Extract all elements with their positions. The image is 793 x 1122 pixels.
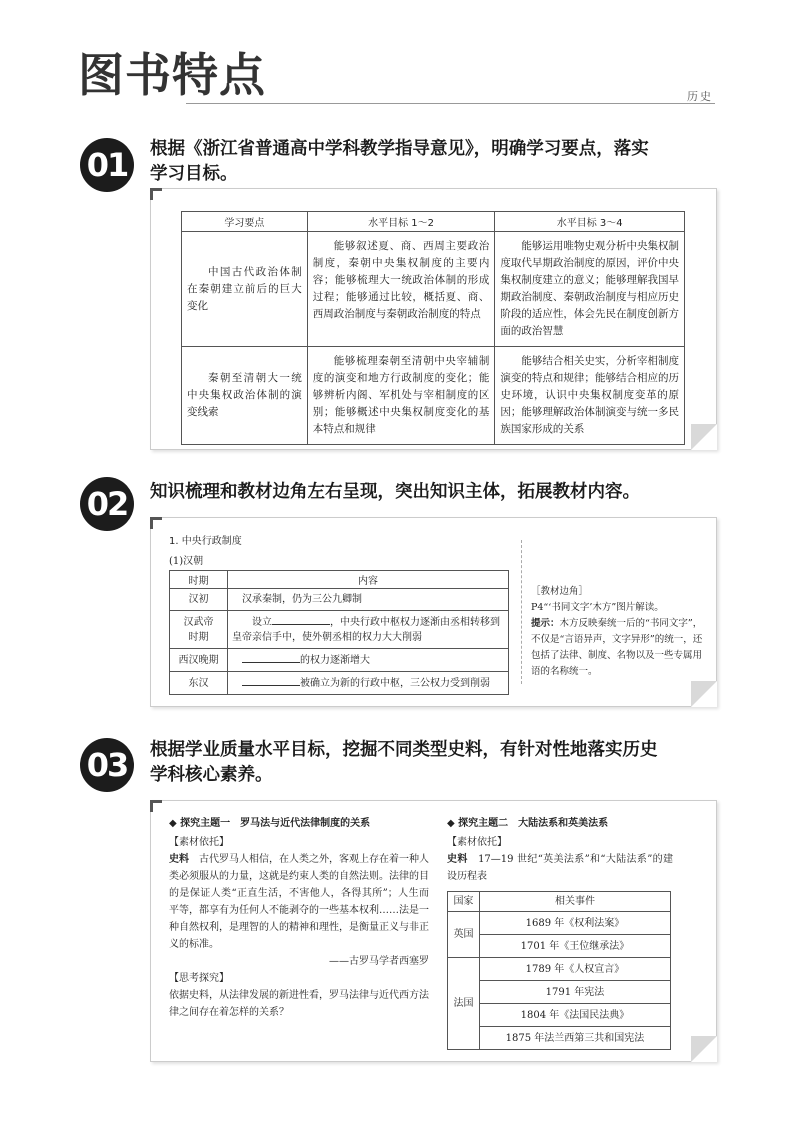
outline-heading: 1. 中央行政制度	[169, 536, 242, 547]
material-tag: 【素材依托】	[447, 837, 507, 848]
event-cell: 1791 年宪法	[480, 981, 671, 1004]
country-cell: 法国	[448, 958, 480, 1050]
header-cell: 水平目标 1～2	[307, 212, 495, 232]
level12-cell: 能够梳理秦朝至清朝中央宰辅制度的演变和地方行政制度的变化；能够辨析内阁、军机处与宰相制度的区别；能够概述中央集权制度变化的基本特点和规律	[307, 347, 495, 445]
fill-blank[interactable]	[272, 614, 330, 625]
point-cell: 秦朝至清朝大一统中央集权政治体制的演变线索	[182, 347, 308, 445]
topic-title: ◆ 探究主题二 大陆法系和英美法系	[447, 818, 609, 829]
event-cell: 1804 年《法国民法典》	[480, 1004, 671, 1027]
period-cell: 汉初	[170, 589, 228, 611]
table-row	[448, 1027, 671, 1050]
legal-systems-table	[447, 891, 671, 1050]
point-cell: 中国古代政治体制在秦朝建立前后的巨大变化	[182, 232, 308, 347]
question-text: 依据史料，从法律发展的新进性看，罗马法律与近代西方法律之间存在着怎样的关系？	[169, 990, 429, 1018]
topic-one	[169, 815, 429, 1021]
event-cell: 1689 年《权利法案》	[480, 912, 671, 935]
section2-title: 知识梳理和教材边角左右呈现，突出知识主体，拓展教材内容。	[150, 482, 640, 502]
learning-goals-table	[181, 211, 685, 445]
level12-cell: 能够叙述夏、商、西周主要政治制度，秦朝中央集权制度的主要内容；能够梳理大一统政治体制的形成过程；能够通过比较，概括夏、商、西周政治制度与秦朝政治制度的特点	[307, 232, 495, 347]
table-row	[448, 958, 671, 981]
subject-label: 历史	[687, 90, 713, 103]
table-header-row	[170, 571, 509, 589]
content-cell: 被确立为新的行政中枢，三公权力受到削弱	[228, 672, 509, 695]
table-row	[448, 935, 671, 958]
header-cell: 相关事件	[480, 892, 671, 912]
section1-card	[150, 188, 717, 450]
knowledge-outline	[169, 532, 514, 695]
country-cell: 英国	[448, 912, 480, 958]
textbook-corner	[531, 584, 703, 680]
material-tag: 【素材依托】	[169, 837, 229, 848]
header-cell: 时期	[170, 571, 228, 589]
table-row	[448, 981, 671, 1004]
header-divider	[186, 103, 715, 104]
corner-label: ［教材边角］	[531, 586, 589, 597]
section-badge-03: 03	[80, 738, 134, 792]
think-tag: 【思考探究】	[169, 973, 229, 984]
folded-corner	[691, 424, 717, 450]
header-cell: 内容	[228, 571, 509, 589]
table-row	[182, 232, 685, 347]
table-header-row	[448, 892, 671, 912]
header-cell: 水平目标 3～4	[495, 212, 685, 232]
period-cell: 西汉晚期	[170, 649, 228, 672]
topic-title: ◆ 探究主题一 罗马法与近代法律制度的关系	[169, 818, 371, 829]
level34-cell: 能够结合相关史实，分析宰相制度演变的特点和规律；能够结合相应的历史环境，认识中央集权制度变革的原因；能够理解政治体制演变与统一多民族国家形成的关系	[495, 347, 685, 445]
card-bracket	[150, 517, 162, 529]
card-bracket	[150, 188, 162, 200]
table-row	[170, 649, 509, 672]
period-cell: 东汉	[170, 672, 228, 695]
content-cell: 的权力逐渐增大	[228, 649, 509, 672]
event-cell: 1789 年《人权宣言》	[480, 958, 671, 981]
section2-card	[150, 517, 717, 707]
event-cell: 1875 年法兰西第三共和国宪法	[480, 1027, 671, 1050]
section1-title: 根据《浙江省普通高中学科教学指导意见》，明确学习要点，落实 学习目标。	[150, 139, 649, 184]
section-badge-02: 02	[80, 477, 134, 531]
topic-two	[447, 815, 673, 1050]
period-cell: 汉武帝时期	[170, 611, 228, 649]
content-cell: 设立 ，中央行政中枢权力逐渐由丞相转移到皇帝亲信手中，使外朝丞相的权力大大削弱	[228, 611, 509, 649]
table-header-row	[182, 212, 685, 232]
table-row	[182, 347, 685, 445]
table-row	[170, 611, 509, 649]
table-row	[170, 589, 509, 611]
han-dynasty-table	[169, 570, 509, 695]
fill-blank[interactable]	[242, 675, 300, 686]
card-bracket	[150, 800, 162, 812]
fill-blank[interactable]	[242, 652, 300, 663]
event-cell: 1701 年《王位继承法》	[480, 935, 671, 958]
section3-card	[150, 800, 717, 1062]
column-divider	[521, 540, 522, 684]
table-row	[170, 672, 509, 695]
section-badge-01: 01	[80, 138, 134, 192]
source-attribution: ——古罗马学者西塞罗	[329, 956, 429, 967]
table-row	[448, 912, 671, 935]
source-text: 史料 古代罗马人相信，在人类之外，客观上存在着一种人类必须服从的力量，这就是约束人类的自然法则。法律的目的是保证人类“正直生活，不害他人，各得其所”；人生而平等，都享有为任何人不能剥夺的一些基本权利……法是一种自然权利，是理智的人的精神和理性，是衡量正义与非正义的标准。	[169, 854, 429, 950]
table-row	[448, 1004, 671, 1027]
section3-title: 根据学业质量水平目标，挖掘不同类型史料，有针对性地落实历史 学科核心素养。	[150, 740, 658, 785]
corner-tip: 提示：木方反映秦统一后的“书同文字”，不仅是“言语异声，文字异形”的统一，还包括了法律、制度、名物以及一些专属用语的名称统一。	[531, 618, 703, 677]
outline-subheading: (1)汉朝	[169, 556, 204, 567]
corner-line: P4“‘书同文字’木方”图片解读。	[531, 602, 664, 613]
header-cell: 国家	[448, 892, 480, 912]
header-cell: 学习要点	[182, 212, 308, 232]
folded-corner	[691, 1036, 717, 1062]
source-text: 史料 17—19 世纪“英美法系”和“大陆法系”的建设历程表	[447, 854, 674, 882]
folded-corner	[691, 681, 717, 707]
logo: 图书特点	[78, 48, 266, 102]
content-cell: 汉承秦制，仍为三公九卿制	[228, 589, 509, 611]
level34-cell: 能够运用唯物史观分析中央集权制度取代早期政治制度的原因，评价中央集权制度建立的意义；能够理解我国早期政治制度、秦朝政治制度与相应历史阶段的适应性，体会先民在制度创新方面的政治智慧	[495, 232, 685, 347]
